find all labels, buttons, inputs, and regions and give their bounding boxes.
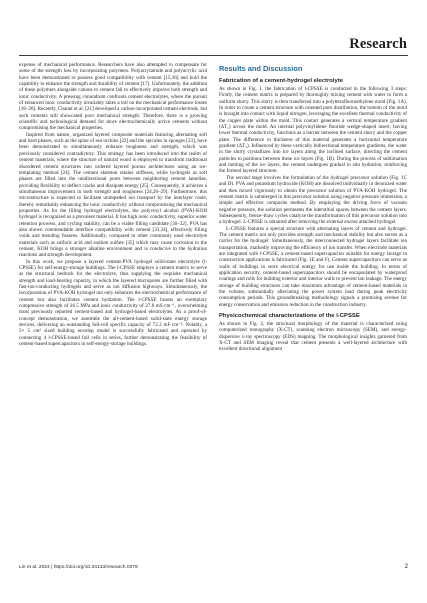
- page-header: [0, 0, 427, 50]
- body-paragraph: Inspired from nature, organized layered composite materials featuring alternating soft and hard phases, such as the spine of sea urchins [22] and the spicules in sponges [23], have been demonstrated to simultaneously enhance toughness and strength, which was previously considered contradictory. This strategy has been introduced into the realm of cement materials, where the structure of natural wood is employed to transform traditional disordered cement structures into ordered layered porous architectures using an ice-templating method [24]. The cement skeleton retains stiffness, while hydrogels as soft phases are filled into the unidirectional pores between neighboring cement lamellae, providing flexibility to deflect cracks and dissipate energy [25]. Consequently, it achieves a simultaneous improvement in both strength and toughness [24,26–29]. Furthermore, this microstructure is expected to facilitate unimpeded ion transport by the interlayer route, thereby remarkably enhancing the ionic conductivity without compromising the mechanical properties. As for the filling hydrogel electrolytes, the polyvinyl alcohol (PVA)-KOH hydrogel is recognized as a prevalent material. It has high ionic conductivity, superior water retention prowess, and cycling stability, can be a viable filling candidate [30–32]. PVA has also shown commendable interface compatibility with cement [33,34], effectively filling voids and mending fissures. Additionally, compared to other commonly used electrolyte materials such as sulfuric acid and sodium sulfate [35] which may cause corrosion to the cement, KOH brings a stronger alkaline environment and is conducive to the hydration reactions and strength development.: [19, 131, 207, 259]
- body-paragraph: The second stage involves the formulation of the hydrogel precursor solution (Fig. 1C and D). PVA and potassium hydroxide (KOH) are dissolved individually in deionized water and then mixed vigorously to obtain the precursor solution of PVA-KOH hydrogel. The cement matrix is submerged in this precursor solution using negative pressure immersion, a simple and effective composite method. By employing the driving force of vacuum negative pressure, the solution permeates the interstitial spaces between the cement layers. Subsequently, freeze–thaw cycles catalyze the transformation of this precursor solution into a hydrogel. L-CPSSE is obtained after removing the external excess attached hydrogel.: [219, 174, 407, 226]
- page-footer: [19, 565, 408, 579]
- section-title: Results and Discussion: [219, 64, 303, 73]
- subsection-title: Physicochemical characterizations of the l-CPSSE: [219, 313, 360, 320]
- body-paragraph: As shown in Fig. 1, the fabrication of l-CPSSE is conducted in the following 3 steps: Firstly, the cement matrix is prepared by thoroughly mixing cement with water to form a uniform slurry. This slurry is then transferred into a polytetrafluoroethylene mold (Fig. 1A). In order to create a cement structure with oriented pore distribution, the bottom of the mold is brought into contact with liquid nitrogen, leveraging the excellent thermal conductivity of the copper plate within the mold. This contact generates a vertical temperature gradient (ΔT₁) across the mold. An internal polyvinylidene fluoride wedge-shaped insert, having lower thermal conductivity, functions as a barrier between the cement slurry and the copper plate. The difference in thickness of this material generates a horizontal temperature gradient (ΔT₂). Influenced by these vertically bidirectional temperature gradients, the water in the slurry crystallizes into ice layers along the inclined surface, directing the cement particles to positions between these ice layers (Fig. 1B). During the process of sublimation and melting of the ice layers, the cement undergoes gradual in situ hydration, reinforcing the formed layered structure.: [219, 86, 407, 175]
- page-number: 2: [404, 564, 408, 570]
- body-paragraph: In this work, we propose a layered cement-PVA hydrogel solid-state electrolyte (l-CPSSE) for self-energy-storage buildings. The l-CPSSE employs a cement matrix to serve as the structural bedrock for the electrolyte, thus supplying the requisite mechanical strength and load-bearing capacity, in which the layered micropores are further filled with fast-ion-conducting hydrogels and serve as ion diffusion highways. Simultaneously, the incorporation of PVA-KOH hydrogel not only enhances the electrochemical performance of cement but also facilitates cement hydration. The l-CPSSE boasts an exemplary compressive strength of 26.5 MPa and ionic conductivity of 27.8 mS·cm⁻¹, overwhelming most previously reported cement-based and hydrogel-based electrolytes. As a proof-of-concept demonstration, we assemble the all-cement-based solid-state energy storage devices, delivering an outstanding full-cell specific capacity of 72.2 mF·cm⁻². Notably, a 5× 5 cm² sized building envelop model is successfully fabricated and operated by connecting 4 l-CPSSE-based full cells in series, further demonstrating the feasibility of cement-based supercapacitors in self-energy-storage buildings.: [19, 258, 207, 348]
- left-column: [19, 62, 207, 347]
- body-paragraph: L-CPSSE features a special structure with alternating layers of cement and hydrogel. The cement matrix not only provides strength and mechanical stability but also serves as a carrier for the hydrogel. Simultaneously, the interconnected hydrogel layers facilitate ion transportation, markedly improving the efficiency of ion transfer. When electrode materials are integrated with l-CPSSE, a cement-based supercapacitor suitable for energy storage in construction applications is fabricated (Fig. 1E and F). Cement supercapacitors can serve as walls of buildings to store electrical energy for use inside the building. In terms of application security, cement-based supercapacitors should be encapsulated by waterproof coatings and rolls for building exterior and interior walls to prevent ion leakage. The energy storage of building structures can take maximum advantage of cement-based materials in the volume, substantially alleviating the power system load during peak electricity consumption periods. This groundbreaking methodology signals a promising avenue for energy conservation and emission reduction in the construction industry.: [219, 225, 407, 308]
- journal-name: Research: [349, 36, 407, 52]
- body-paragraph: As shown in Fig. 2, the structural morphology of the material is characterized using computerized tomography (X-CT), scanning electron microscopy (SEM), and energy-dispersive x-ray spectroscopy (EDS) mapping. The morphological insights garnered from X-CT and SEM imaging reveal that cement presents a well-layered architecture with excellent directional alignment: [219, 321, 407, 353]
- footer-citation: Lin et al. 2024 | https://doi.org/10.34133/research.0379: [19, 565, 138, 570]
- subsection-title: Fabrication of a cement-hydrogel electrolyte: [219, 78, 344, 84]
- header-rule: [19, 55, 408, 56]
- body-paragraph: expense of mechanical performance. Researchers have also attempted to compensate for some of the strength loss by incorporating polymers. Polyacrylamide and polyacrylic acid have been demonstrated to possess good compatibility with cement [15,16] and hold the capability to enhance the strength and durability of cement [17]. Unfortunately, the addition of these polymers alongside cations to cement fail to effectively improve both strength and ionic conductivity. A pressing conundrum confronts cement electrolytes, where the pursuit of enhanced ionic conductivity invariably takes a toll on the mechanical performance losses [18–20]. Recently, Chanut et al. [21] developed a carbon-incorporated cement electrode, but such cements still showcased poor mechanical strength. Therefore, there is a growing scientific and technological demand for more electrochemically active cements without compromising the mechanical properties.: [19, 62, 207, 132]
- right-column: [219, 62, 407, 353]
